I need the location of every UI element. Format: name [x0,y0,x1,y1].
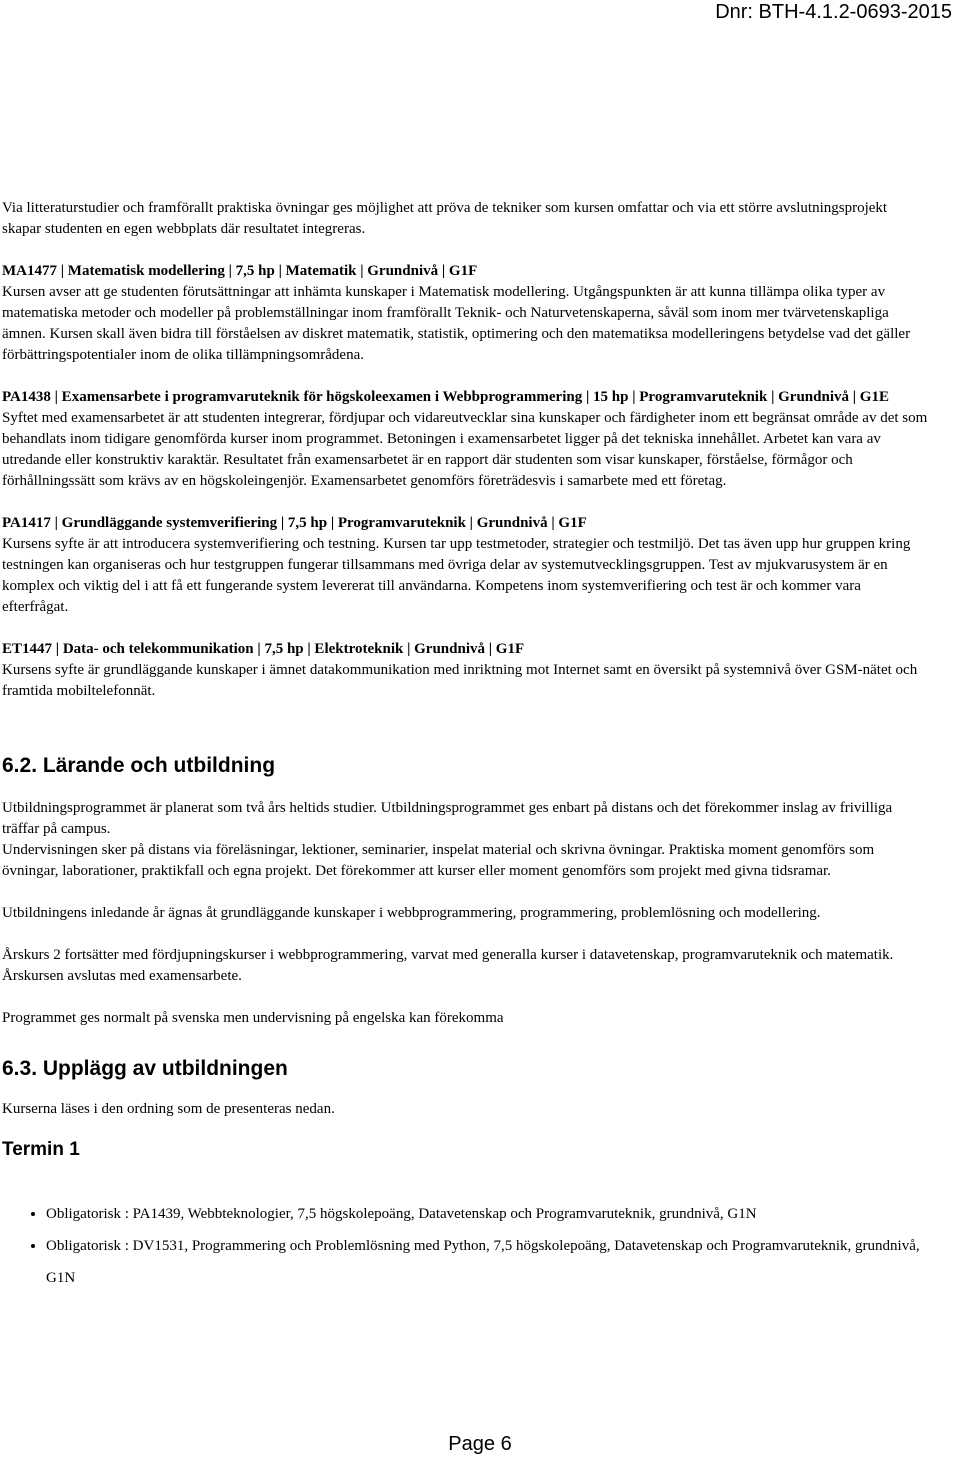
course-et1447 [2,639,928,702]
course-title: PA1417 | Grundläggande systemverifiering | 7,5 hp | Programvaruteknik | Grundnivå | G1F [2,515,587,531]
course-ma1477 [2,261,928,366]
document-number: Dnr: BTH-4.1.2-0693-2015 [715,1,952,23]
course-title: ET1447 | Data- och telekommunikation | 7,5 hp | Elektroteknik | Grundnivå | G1F [2,641,525,657]
course-description: Kursens syfte är grundläggande kunskaper i ämnet datakommunikation med inriktning mot Internet samt en översikt på systemnivå över GSM-nätet och framtida mobiltelefonnät. [2,662,918,699]
list-item: • Obligatorisk : PA1439, Webbteknologier, 7,5 högskolepoäng, Datavetenskap och Programvaruteknik, grundnivå, G1N [46,1198,928,1230]
page-content [2,198,928,1294]
section-heading-6-3: 6.3. Upplägg av utbildningen [2,1057,288,1080]
section-heading-6-2: 6.2. Lärande och utbildning [2,754,276,777]
section-paragraph: Undervisningen sker på distans via föreläsningar, lektioner, seminarier, inspelat material och skrivna övningar. Praktiska moment genomförs som övningar, laborationer, praktikfall och egna projekt. Det förekommer att kurser eller moment genomförs som projekt med givna tidsramar. [2,842,875,879]
course-list [2,1198,928,1294]
list-item: • Obligatorisk : DV1531, Programmering och Problemlösning med Python, 7,5 högskolepoäng, Datavetenskap och Programvaruteknik, grundnivå, G1N [46,1230,928,1294]
section-intro: Kurserna läses i den ordning som de presenteras nedan. [2,1101,335,1117]
course-pa1417 [2,513,928,618]
section-paragraph: Programmet ges normalt på svenska men undervisning på engelska kan förekomma [2,1010,504,1026]
course-pa1438 [2,387,928,492]
intro-paragraph: Via litteraturstudier och framförallt praktiska övningar ges möjlighet att pröva de tekniker som kursen omfattar och via ett större avslutningsprojekt skapar studenten en egen webbplats där resultatet integreras. [2,200,888,237]
course-title: MA1477 | Matematisk modellering | 7,5 hp | Matematik | Grundnivå | G1F [2,263,478,279]
course-description: Kursens syfte är att introducera systemverifiering och testning. Kursen tar upp testmetoder, strategier och testmiljö. Det tas även upp hur gruppen kring testningen kan organiseras och hur testgruppen fungerar tillsammans med övriga delar av systemutvecklingsgruppen. Test av mjukvarusystem är en komplex och viktig del i att få ett fungerande system levererat till användarna. Kompetens inom systemverifiering och test är och kommer vara efterfrågat. [2,536,911,615]
section-paragraph: Utbildningens inledande år ägnas åt grundläggande kunskaper i webbprogrammering, programmering, problemlösning och modellering. [2,905,821,921]
course-description: Kursen avser att ge studenten förutsättningar att inhämta kunskaper i Matematisk modellering. Utgångspunkten är att kunna tillämpa olika typer av matematiska metoder och modeller på problemställningar inom framförallt Teknik- och Naturvetenskaperna, såväl som inom mer tvärvetenskapliga ämnen. Kursen skall även bidra till förståelsen av diskret matematik, statistik, optimering och den matematiksa modelleringens betydelse vad det gäller förbättringspotentialer inom de olika tillämpningsområdena. [2,284,911,363]
course-title: PA1438 | Examensarbete i programvaruteknik för högskoleexamen i Webbprogrammering | 15 hp | Programvaruteknik | Grundnivå | G1E [2,389,889,405]
course-description: Syftet med examensarbetet är att studenten integrerar, fördjupar och vidareutvecklar sina kunskaper och färdigheter inom ett begränsat område av det som behandlats inom tidigare genomförda kurser inom programmet. Betoningen i examensarbetet ligger på det tekniska innehållet. Arbetet kan vara av utredande eller konstruktiv karaktär. Resultatet från examensarbetet är en rapport där studenten som visar kunskaper, förståelse, förmågor och förhållningssätt som krävs av en högskoleingenjör. Examensarbetet genomförs företrädesvis i samarbete med ett företag. [2,410,928,489]
page-number: Page 6 [448,1433,512,1455]
section-paragraph: Årskurs 2 fortsätter med fördjupningskurser i webbprogrammering, varvat med generalla kurser i datavetenskap, programvaruteknik och matematik. Årskursen avslutas med examensarbete. [2,947,894,984]
term-heading: Termin 1 [2,1139,80,1160]
section-paragraph: Utbildningsprogrammet är planerat som två års heltids studier. Utbildningsprogrammet ges enbart på distans och det förekommer inslag av frivilliga träffar på campus. [2,800,893,837]
